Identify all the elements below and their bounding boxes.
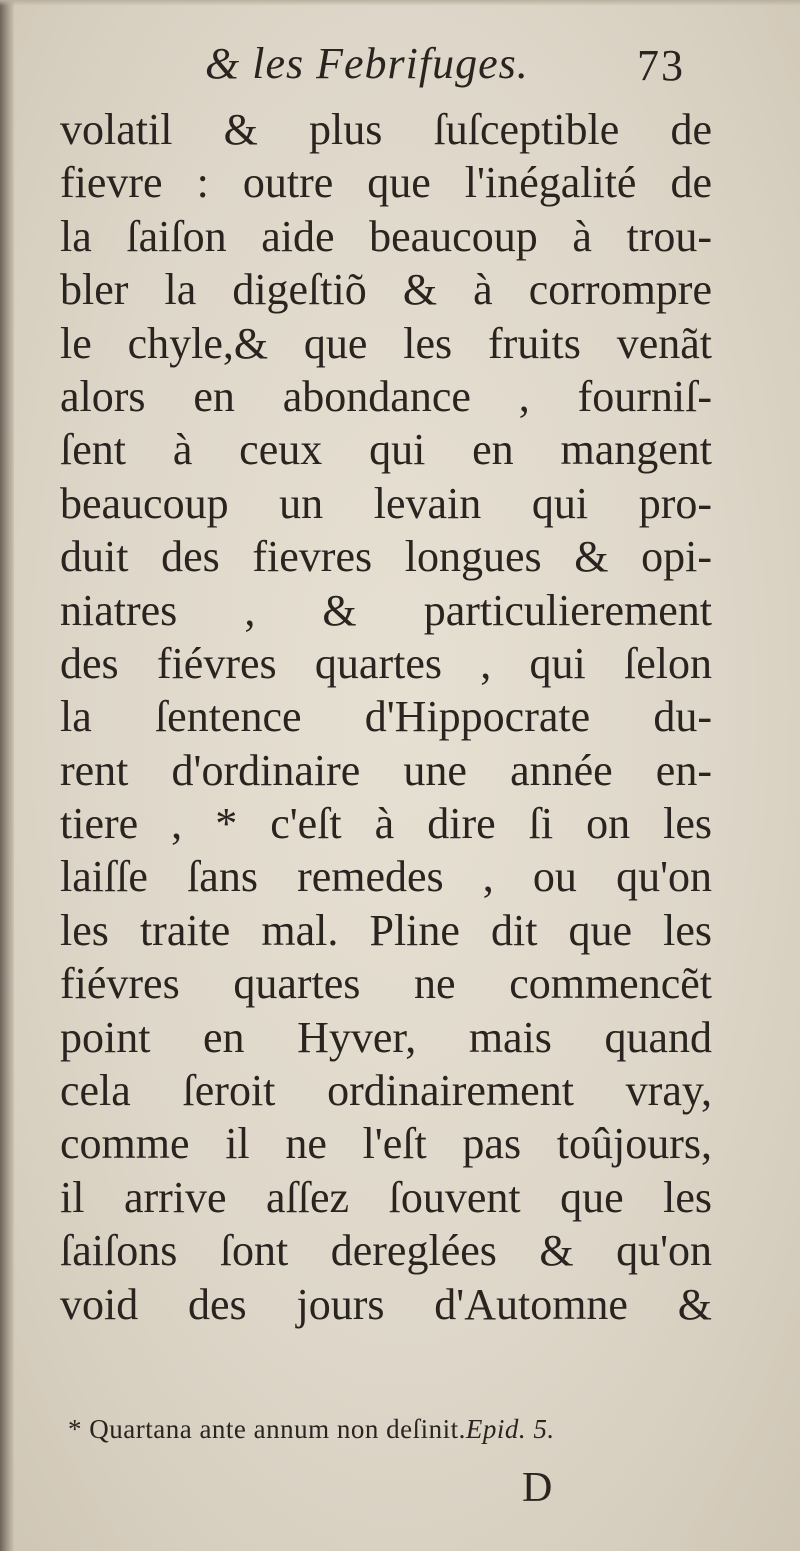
- text-line: le chyle,& que les fruits venãt: [60, 318, 712, 368]
- text-line: alors en abondance , fourniſ-: [60, 371, 712, 421]
- text-line: tiere , * c'eſt à dire ſi on les: [60, 799, 712, 849]
- page-number: 73: [637, 41, 685, 90]
- text-line: il arrive aſſez ſouvent que les: [60, 1172, 712, 1222]
- text-line: fiévres quartes ne commencẽt: [60, 959, 712, 1009]
- text-line: niatres , & particulierement: [60, 585, 712, 635]
- footnote-text: * Quartana ante annum non deſinit.: [68, 1414, 466, 1444]
- text-line: la ſaiſon aide beaucoup à trou-: [60, 211, 712, 261]
- text-line: comme il ne l'eſt pas toûjours,: [60, 1119, 712, 1169]
- signature-mark: D: [522, 1465, 554, 1511]
- footnote: [68, 1414, 718, 1445]
- running-title: & les Febrifuges.: [205, 39, 529, 88]
- text-line: fievre : outre que l'inégalité de: [60, 158, 712, 208]
- text-line: duit des fievres longues & opi-: [60, 532, 712, 582]
- text-line: la ſentence d'Hippocrate du-: [60, 692, 712, 742]
- running-head: [205, 38, 685, 98]
- text-line: point en Hyver, mais quand: [60, 1012, 712, 1062]
- text-line: cela ſeroit ordinairement vray,: [60, 1066, 712, 1116]
- body-text: [60, 103, 712, 1331]
- text-line: les traite mal. Pline dit que les: [60, 905, 712, 955]
- text-line: ſaiſons ſont dereglées & qu'on: [60, 1226, 712, 1276]
- text-line: ſent à ceux qui en mangent: [60, 425, 712, 475]
- text-line: des fiévres quartes , qui ſelon: [60, 638, 712, 688]
- text-line: rent d'ordinaire une année en-: [60, 745, 712, 795]
- footnote-citation: Epid. 5.: [465, 1414, 555, 1444]
- text-line: bler la digeſtiõ & à corrompre: [60, 265, 712, 315]
- page-top-edge: [0, 0, 800, 6]
- text-line: beaucoup un levain qui pro-: [60, 478, 712, 528]
- text-line: void des jours d'Automne &: [60, 1279, 712, 1329]
- text-line: volatil & plus ſuſceptible de: [60, 105, 712, 154]
- text-line: laiſſe ſans remedes , ou qu'on: [60, 852, 712, 902]
- page-gutter-shadow: [0, 0, 14, 1551]
